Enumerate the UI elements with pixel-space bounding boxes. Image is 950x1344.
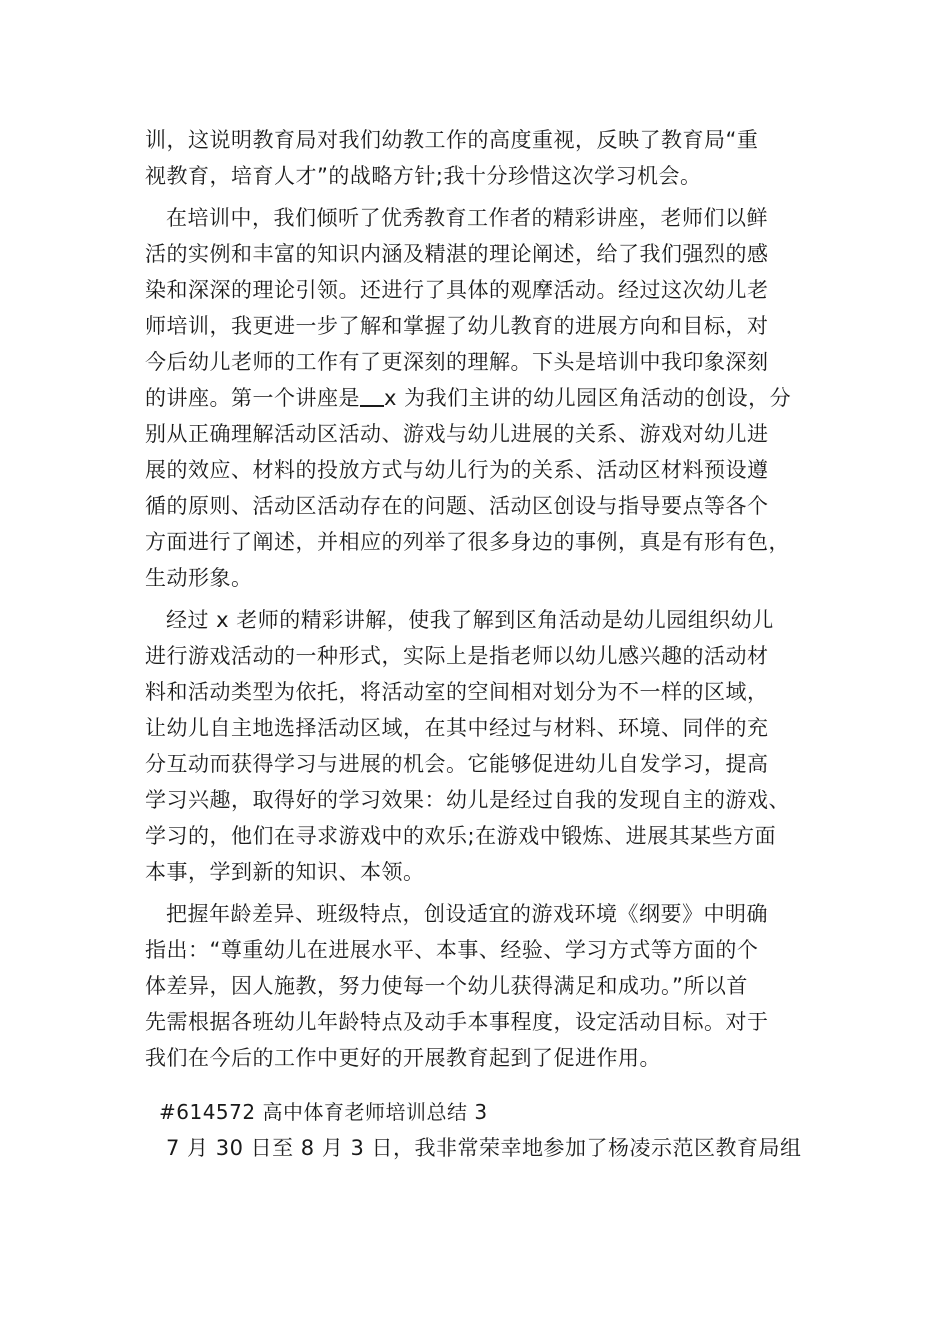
text-line: 经过 x 老师的精彩讲解，使我了解到区角活动是幼儿园组织幼儿 <box>166 608 774 632</box>
text-line: 方面进行了阐述，并相应的列举了很多身边的事例，真是有形有色， <box>145 530 790 554</box>
text-line: 把握年龄差异、班级特点，创设适宜的游戏环境《纲要》中明确 <box>166 902 768 926</box>
text-line: 循的原则、活动区活动存在的问题、活动区创设与指导要点等各个 <box>145 494 769 518</box>
text-line: 视教育，培育人才”的战略方针;我十分珍惜这次学习机会。 <box>145 164 702 188</box>
text-line: 料和活动类型为依托，将活动室的空间相对划分为不一样的区域， <box>145 680 769 704</box>
section-heading: #614572 高中体育老师培训总结 3 <box>159 1100 488 1124</box>
text-line: 分互动而获得学习与进展的机会。它能够促进幼儿自发学习，提高 <box>145 752 769 776</box>
text-line: 展的效应、材料的投放方式与幼儿行为的关系、活动区材料预设遵 <box>145 458 769 482</box>
text-line: 师培训，我更进一步了解和掌握了幼儿教育的进展方向和目标，对 <box>145 314 769 338</box>
text-line: 先需根据各班幼儿年龄特点及动手本事程度，设定活动目标。对于 <box>145 1010 769 1034</box>
paragraph-5 <box>145 1130 810 1166</box>
text-line: 在培训中，我们倾听了优秀教育工作者的精彩讲座，老师们以鲜 <box>166 206 768 230</box>
text-line: 学习的，他们在寻求游戏中的欢乐;在游戏中锻炼、进展其某些方面 <box>145 824 777 848</box>
text-line: 学习兴趣，取得好的学习效果：幼儿是经过自我的发现自主的游戏、 <box>145 788 790 812</box>
text-line: 今后幼儿老师的工作有了更深刻的理解。下头是培训中我印象深刻 <box>145 350 769 374</box>
paragraph-1 <box>145 122 810 194</box>
text-line: 体差异，因人施教，努力使每一个幼儿获得满足和成功。”所以首 <box>145 974 748 998</box>
document-page <box>145 122 810 1166</box>
text-line: 进行游戏活动的一种形式，实际上是指老师以幼儿感兴趣的活动材 <box>145 644 769 668</box>
text-line: 指出：“尊重幼儿在进展水平、本事、经验、学习方式等方面的个 <box>145 938 759 962</box>
text-line: 7 月 30 日至 8 月 3 日，我非常荣幸地参加了杨凌示范区教育局组 <box>166 1136 802 1160</box>
text-line: 别从正确理解活动区活动、游戏与幼儿进展的关系、游戏对幼儿进 <box>145 422 769 446</box>
text-line: 染和深深的理论引领。还进行了具体的观摩活动。经过这次幼儿老 <box>145 278 769 302</box>
text-segment: 的讲座。第一个讲座是 <box>145 386 360 410</box>
blank-underline <box>360 385 384 407</box>
text-line <box>145 380 810 416</box>
text-line: 让幼儿自主地选择活动区域，在其中经过与材料、环境、同伴的充 <box>145 716 769 740</box>
text-line: 本事，学到新的知识、本领。 <box>145 860 425 884</box>
text-segment: x 为我们主讲的幼儿园区角活动的创设，分 <box>384 386 792 410</box>
paragraph-3 <box>145 602 810 890</box>
text-line: 生动形象。 <box>145 566 253 590</box>
text-line: 活的实例和丰富的知识内涵及精湛的理论阐述，给了我们强烈的感 <box>145 242 769 266</box>
paragraph-2 <box>145 200 810 596</box>
text-line: 我们在今后的工作中更好的开展教育起到了促进作用。 <box>145 1046 661 1070</box>
text-line: 训，这说明教育局对我们幼教工作的高度重视，反映了教育局“重 <box>145 128 759 152</box>
paragraph-4 <box>145 896 810 1076</box>
